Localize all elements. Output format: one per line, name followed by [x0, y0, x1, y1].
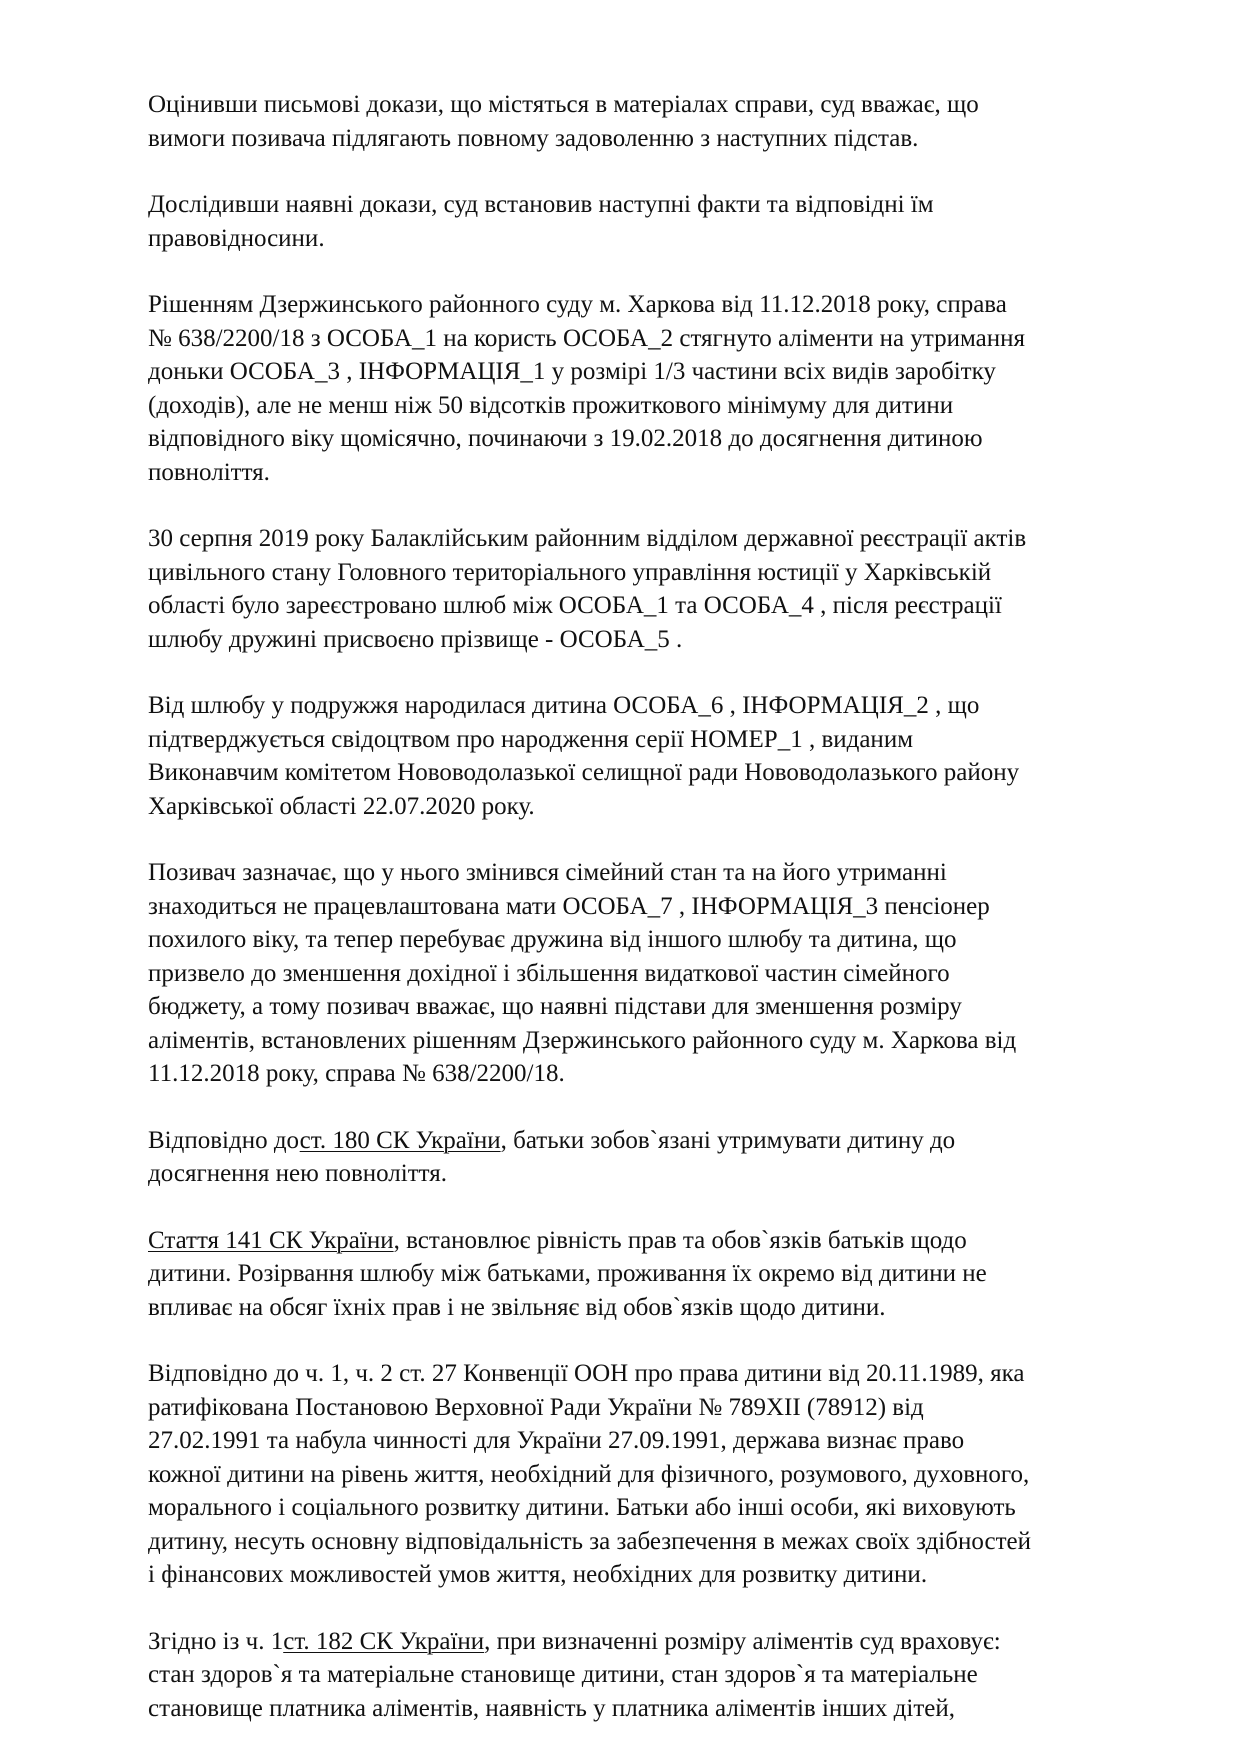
text-line: аліментів, встановлених рішенням Дзержинського районного суду м. Харкова від — [148, 1026, 1017, 1054]
text-line: цивільного стану Головного територіального управління юстиції у Харківській — [148, 558, 992, 586]
text-line: стан здоров`я та матеріальне становище дитини, стан здоров`я та матеріальне — [148, 1661, 978, 1688]
text-segment: Відповідно до — [148, 1126, 300, 1154]
paragraph-child-birth — [148, 689, 1138, 823]
text-segment: Згідно із ч. 1 — [148, 1627, 284, 1655]
text-line: Оцінивши письмові докази, що містяться в матеріалах справи, суд вважає, що — [148, 91, 979, 118]
text-line: кожної дитини на рівень життя, необхідний для фізичного, розумового, духовного, — [148, 1460, 1030, 1488]
text-line: дитину, несуть основну відповідальність за забезпечення в межах своїх здібностей — [148, 1527, 1031, 1555]
article-182-link[interactable]: ст. 182 СК України — [283, 1627, 485, 1655]
text-line: повноліття. — [148, 458, 270, 486]
text-line: Дослідивши наявні докази, суд встановив наступні факти та відповідні їм — [148, 191, 934, 218]
text-line: області було зареєстровано шлюб між ОСОБА_1 та ОСОБА_4 , після реєстрації — [148, 592, 1002, 619]
text-line: Позивач зазначає, що у нього змінився сімейний стан та на його утриманні — [148, 859, 947, 886]
text-line: доньки ОСОБА_3 , ІНФОРМАЦІЯ_1 у розмірі 1/3 частини всіх видів заробітку — [148, 358, 996, 385]
text-line: похилого віку, та тепер перебуває дружина від іншого шлюбу та дитина, що — [148, 926, 957, 953]
text-line: впливає на обсяг їхніх прав і не звільняє від обов`язків щодо дитини. — [148, 1293, 886, 1321]
paragraph-decision — [148, 288, 1138, 489]
text-line: Виконавчим комітетом Нововодолазької селищної ради Нововодолазького району — [148, 759, 1020, 786]
text-line: (доходів), але не менш ніж 50 відсотків прожиткового мінімуму для дитини — [148, 391, 954, 419]
text-line: морального і соціального розвитку дитини. Батьки або інші особи, які виховують — [148, 1494, 1016, 1521]
text-line: ратифікована Постановою Верховної Ради України № 789XII (78912) від — [148, 1393, 924, 1421]
text-line: становище платника аліментів, наявність у платника аліментів інших дітей, — [148, 1694, 955, 1722]
text-line: знаходиться не працевлаштована мати ОСОБА_7 , ІНФОРМАЦІЯ_3 пенсіонер — [148, 892, 990, 920]
paragraph-facts — [148, 188, 1138, 255]
text-line: № 638/2200/18 з ОСОБА_1 на користь ОСОБА_2 стягнуто аліменти на утримання — [148, 324, 1025, 352]
text-line: вимоги позивача підлягають повному задоволенню з наступних підстав. — [148, 124, 919, 152]
document-body — [148, 88, 1138, 1758]
text-line: бюджету, а тому позивач вважає, що наявні підстави для зменшення розміру — [148, 993, 962, 1020]
text-line: призвело до зменшення дохідної і збільшення видаткової частин сімейного — [148, 959, 950, 987]
article-141-link[interactable]: Стаття 141 СК України — [148, 1226, 394, 1254]
text-line: 27.02.1991 та набула чинності для України 27.09.1991, держава визнає право — [148, 1427, 965, 1454]
text-line: правовідносини. — [148, 224, 325, 252]
text-line: Відповідно до ч. 1, ч. 2 ст. 27 Конвенції ООН про права дитини від 20.11.1989, яка — [148, 1360, 1025, 1387]
text-segment: , при визначенні розміру аліментів суд враховує: — [484, 1627, 1001, 1655]
text-line — [148, 1124, 1138, 1158]
text-line: Харківської області 22.07.2020 року. — [148, 792, 535, 820]
text-line: Рішенням Дзержинського районного суду м. Харкова від 11.12.2018 року, справа — [148, 291, 1007, 318]
text-line: відповідного віку щомісячно, починаючи з 19.02.2018 до досягнення дитиною — [148, 425, 983, 452]
text-line: і фінансових можливостей умов життя, необхідних для розвитку дитини. — [148, 1561, 928, 1588]
text-line — [148, 1224, 1138, 1258]
paragraph-plaintiff-claim — [148, 856, 1138, 1091]
text-line: 11.12.2018 року, справа № 638/2200/18. — [148, 1060, 565, 1087]
text-line — [148, 1625, 1138, 1659]
text-line: 30 серпня 2019 року Балаклійським районним відділом державної реєстрації актів — [148, 525, 1027, 552]
text-line: Від шлюбу у подружжя народилася дитина ОСОБА_6 , ІНФОРМАЦІЯ_2 , що — [148, 692, 980, 719]
text-line: досягнення нею повноліття. — [148, 1160, 447, 1187]
paragraph-un-convention — [148, 1357, 1138, 1592]
text-line: шлюбу дружині присвоєно прізвище - ОСОБА_5 . — [148, 625, 683, 653]
article-180-link[interactable]: ст. 180 СК України — [299, 1126, 501, 1154]
text-line: дитини. Розірвання шлюбу між батьками, проживання їх окремо від дитини не — [148, 1260, 987, 1287]
text-segment: , встановлює рівність прав та обов`язків батьків щодо — [393, 1226, 967, 1254]
text-line: підтверджується свідоцтвом про народження серії НОМЕР_1 , виданим — [148, 725, 914, 753]
text-segment: , батьки зобов`язані утримувати дитину до — [500, 1126, 956, 1154]
paragraph-evaluation — [148, 88, 1138, 155]
paragraph-article-182 — [148, 1625, 1138, 1726]
paragraph-article-141 — [148, 1224, 1138, 1325]
paragraph-marriage — [148, 522, 1138, 656]
paragraph-article-180 — [148, 1124, 1138, 1191]
